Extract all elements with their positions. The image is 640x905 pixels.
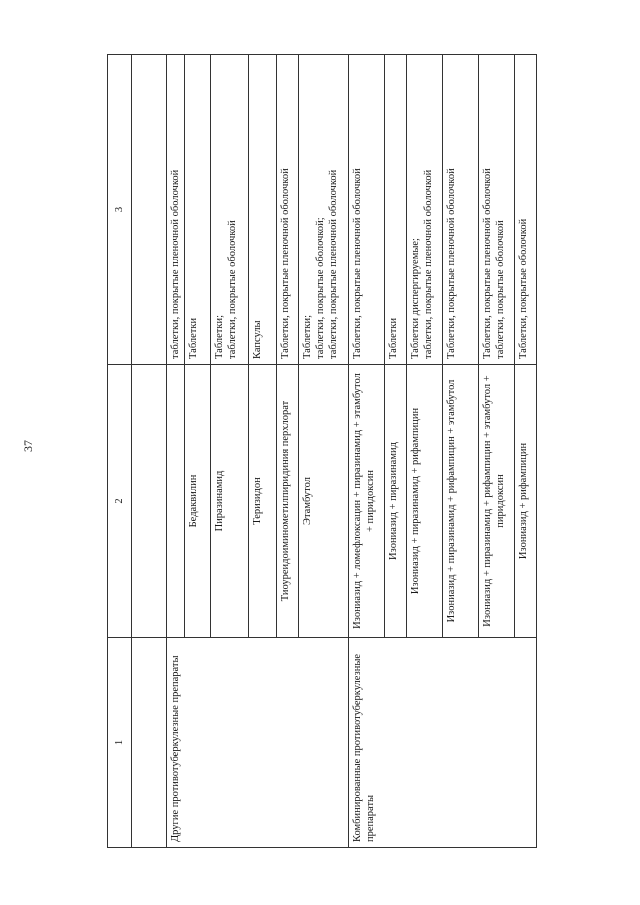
drug-table: [107, 54, 537, 848]
drug-name: Бедаквилин: [185, 365, 211, 638]
dosage-form: Таблетки: [185, 55, 211, 365]
dosage-form: Таблетки; таблетки, покрытые оболочкой; таблетки, покрытые пленочной оболочкой: [299, 55, 349, 365]
dosage-form: Таблетки: [385, 55, 407, 365]
drug-name: Изониазид + пиразинамид + рифампицин + этамбутол: [443, 365, 479, 638]
dosage-form: таблетки, покрытые пленочной оболочкой: [167, 55, 185, 365]
dosage-form: Таблетки, покрытые пленочной оболочкой таблетки, покрытые оболочкой: [479, 55, 515, 365]
table-row: [167, 55, 185, 848]
page-number: 37: [21, 440, 35, 452]
drug-name: [167, 365, 185, 638]
drug-name: Тиоуреидоиминометилпиридиния перхлорат: [277, 365, 299, 638]
drug-name: Изониазид + ломефлоксацин + пиразинамид + этамбутол + пиридоксин: [349, 365, 385, 638]
drug-name: Изониазид + пиразинамид + рифампицин + этамбутол + пиридоксин: [479, 365, 515, 638]
dosage-form: Капсулы: [249, 55, 277, 365]
drug-name: Изониазид + рифампицин: [515, 365, 537, 638]
dosage-form: Таблетки, покрытые оболочкой: [515, 55, 537, 365]
drug-name: Изониазид + пиразинамид + рифампицин: [407, 365, 443, 638]
column-number-3: 3: [108, 55, 132, 365]
drug-name: Теризидон: [249, 365, 277, 638]
dosage-form: Таблетки, покрытые пленочной оболочкой: [443, 55, 479, 365]
dosage-form: Таблетки диспергируемые; таблетки, покрытые пленочной оболочкой: [407, 55, 443, 365]
dosage-form: Таблетки; таблетки, покрытые оболочкой: [211, 55, 249, 365]
dosage-form: Таблетки, покрытые пленочной оболочкой: [277, 55, 299, 365]
drug-name: Пиразинамид: [211, 365, 249, 638]
column-number-row: [108, 55, 132, 848]
spacer-row: [132, 55, 167, 848]
drug-name: Изониазид + пиразинамид: [385, 365, 407, 638]
group-name: Другие противотуберкулезные препараты: [167, 638, 349, 848]
drug-table-sheet: [107, 55, 535, 848]
table-row: [349, 55, 385, 848]
column-number-1: 1: [108, 638, 132, 848]
dosage-form: Таблетки, покрытые пленочной оболочкой: [349, 55, 385, 365]
group-name: Комбинированные противотуберкулезные препараты: [349, 638, 537, 848]
drug-name: Этамбутол: [299, 365, 349, 638]
column-number-2: 2: [108, 365, 132, 638]
